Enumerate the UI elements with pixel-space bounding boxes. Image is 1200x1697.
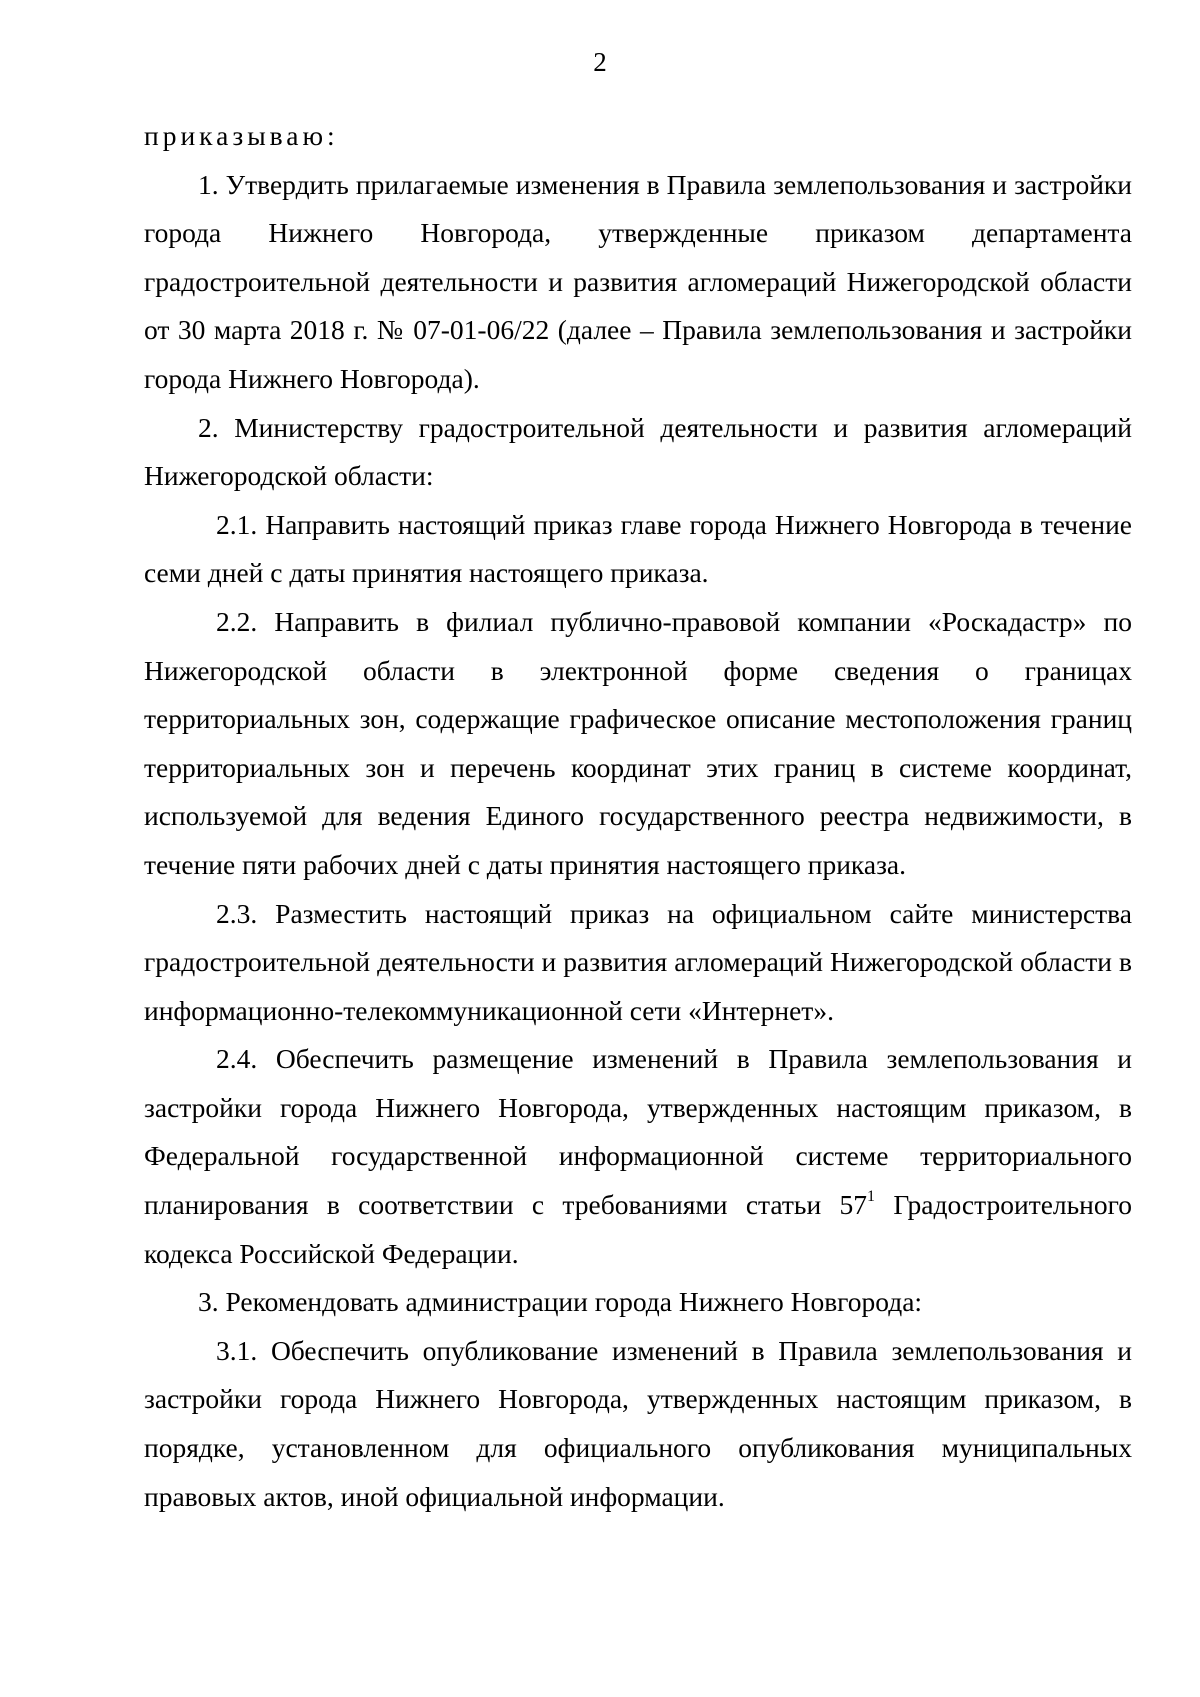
paragraph-3: 3. Рекомендовать администрации города Нижнего Новгорода: xyxy=(198,1286,923,1318)
paragraph-2-4-text-after: Градостроительного кодекса Российской Федерации. xyxy=(144,1189,1132,1269)
page-number: 2 xyxy=(593,47,607,77)
paragraph-2-1: 2.1. Направить настоящий приказ главе города Нижнего Новгорода в течение семи дней с даты принятия настоящего приказа. xyxy=(144,508,1132,589)
paragraph-3-1: 3.1. Обеспечить опубликование изменений в Правила землепользования и застройки города Нижнего Новгорода, утвержденных настоящим приказом, в порядке, установленном для официального опубликования муниципальных правовых актов, иной официальной информации. xyxy=(144,1334,1132,1512)
paragraph-1: 1. Утвердить прилагаемые изменения в Правила землепользования и застройки города Нижнего Новгорода, утвержденные приказом департамента градостроительной деятельности и развития агломераций Нижегородской области от 30 марта 2018 г. № 07-01-06/22 (далее – Правила землепользования и застройки города Нижнего Новгорода). xyxy=(144,168,1132,394)
paragraph-2: 2. Министерству градостроительной деятельности и развития агломераций Нижегородской области: xyxy=(144,411,1132,492)
lead-word: приказываю: xyxy=(144,120,339,151)
article-superscript: 1 xyxy=(867,1187,876,1205)
paragraph-2-2: 2.2. Направить в филиал публично-правовой компании «Роскадастр» по Нижегородской области в электронной форме сведения о границах территориальных зон, содержащие графическое описание местоположения границ территориальных зон и перечень координат этих границ в системе координат, используемой для ведения Единого государственного реестра недвижимости, в течение пяти рабочих дней с даты принятия настоящего приказа. xyxy=(144,605,1132,880)
paragraph-2-4 xyxy=(144,1035,1132,1278)
paragraph-2-4-text-before: 2.4. Обеспечить размещение изменений в Правила землепользования и застройки города Нижнего Новгорода, утвержденных настоящим приказом, в Федеральной государственной информационной системе территориального планирования в соответствии с требованиями статьи 57 xyxy=(144,1043,1132,1221)
paragraph-2-3: 2.3. Разместить настоящий приказ на официальном сайте министерства градостроительной деятельности и развития агломераций Нижегородской области в информационно-телекоммуникационной сети «Интернет». xyxy=(144,897,1132,1026)
document-body xyxy=(144,112,1132,1521)
